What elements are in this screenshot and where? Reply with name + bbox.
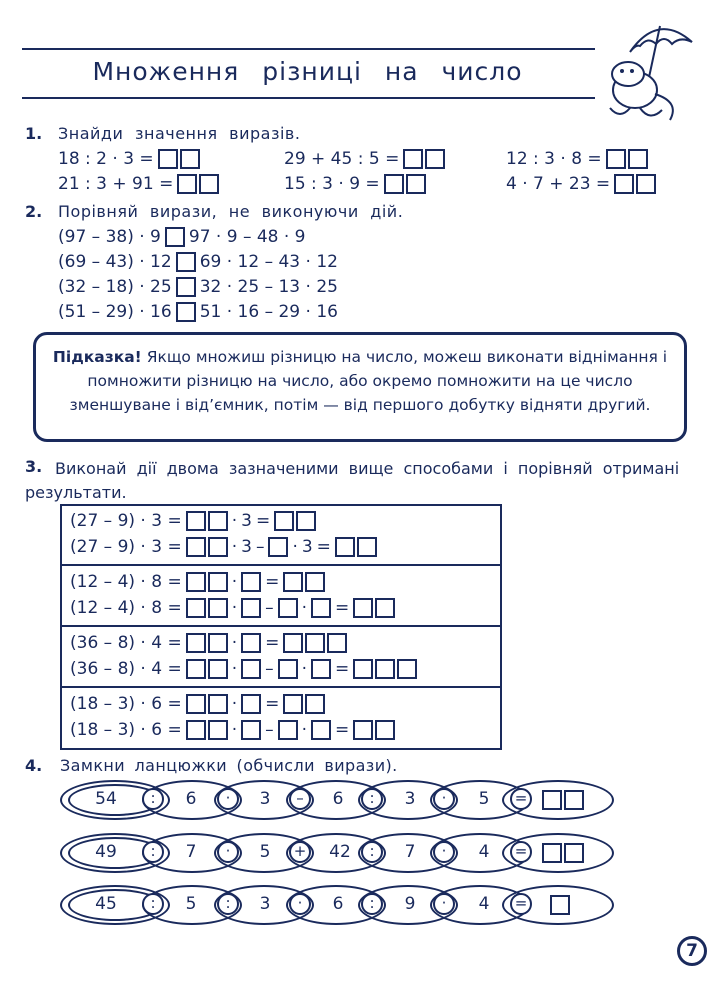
method2-row xyxy=(70,536,377,558)
answer-box[interactable] xyxy=(274,511,294,531)
chain-number: 54 xyxy=(95,789,117,809)
compare-box[interactable] xyxy=(176,252,196,272)
answer-box[interactable] xyxy=(180,149,200,169)
answer-box[interactable] xyxy=(186,720,206,740)
task3-number: 3. xyxy=(25,457,43,476)
answer-box[interactable] xyxy=(357,537,377,557)
method1-row xyxy=(70,693,325,715)
chain-number: 3 xyxy=(259,789,271,809)
answer-box[interactable] xyxy=(278,659,298,679)
answer-box[interactable] xyxy=(606,149,626,169)
table-divider xyxy=(62,564,500,566)
answer-box[interactable] xyxy=(241,633,261,653)
operator-icon: · xyxy=(217,841,239,863)
op-text: · xyxy=(301,598,308,618)
chain-number: 4 xyxy=(478,842,490,862)
chain-answer xyxy=(542,842,584,863)
method2-row xyxy=(70,719,395,741)
answer-box[interactable] xyxy=(208,572,228,592)
chain-number: 5 xyxy=(185,894,197,914)
hint-box xyxy=(33,332,687,442)
op-text: = xyxy=(255,511,271,531)
chain-answer xyxy=(550,894,570,915)
answer-box[interactable] xyxy=(425,149,445,169)
table-divider xyxy=(62,625,500,627)
operator-icon: : xyxy=(217,893,239,915)
method2-row xyxy=(70,597,395,619)
mascot-dragon-umbrella-icon xyxy=(600,12,700,130)
answer-box[interactable] xyxy=(628,149,648,169)
answer-box[interactable] xyxy=(305,694,325,714)
op-text: = xyxy=(335,598,350,618)
op-text: 3 xyxy=(241,511,252,531)
answer-box[interactable] xyxy=(353,720,373,740)
expr-text: (12 – 4) · 8 = xyxy=(70,572,182,592)
answer-box[interactable] xyxy=(186,598,206,618)
answer-box[interactable] xyxy=(353,598,373,618)
answer-box[interactable] xyxy=(186,694,206,714)
answer-box[interactable] xyxy=(186,511,206,531)
op-text: · xyxy=(231,511,238,531)
method1-row xyxy=(70,571,325,593)
operator-icon: = xyxy=(510,841,532,863)
answer-box[interactable] xyxy=(305,572,325,592)
op-text: – xyxy=(255,537,265,557)
answer-box[interactable] xyxy=(186,659,206,679)
operator-icon: : xyxy=(142,788,164,810)
op-text: · xyxy=(231,694,238,714)
expr-text: 4 · 7 + 23 = xyxy=(506,174,611,194)
operator-icon: : xyxy=(142,893,164,915)
answer-box[interactable] xyxy=(327,633,347,653)
table-divider xyxy=(62,686,500,688)
task3-instruction: Виконай дії двома зазначеними вище способами і порівняй отримані результати. xyxy=(25,459,680,502)
answer-box[interactable] xyxy=(208,511,228,531)
answer-box[interactable] xyxy=(241,659,261,679)
operator-icon: : xyxy=(361,788,383,810)
answer-box[interactable] xyxy=(311,659,331,679)
answer-box[interactable] xyxy=(241,572,261,592)
chain-number: 49 xyxy=(95,842,117,862)
task2-number: 2. xyxy=(25,202,43,221)
chain-number: 3 xyxy=(259,894,271,914)
answer-box[interactable] xyxy=(241,598,261,618)
answer-box[interactable] xyxy=(208,633,228,653)
method1-row xyxy=(70,510,316,532)
expr-text: 12 : 3 · 8 = xyxy=(506,149,602,169)
answer-box[interactable] xyxy=(296,511,316,531)
answer-box[interactable] xyxy=(403,149,423,169)
op-text: = xyxy=(265,694,280,714)
answer-box[interactable] xyxy=(283,572,303,592)
page-title: Множення різниці на число xyxy=(92,57,523,86)
answer-box[interactable] xyxy=(208,659,228,679)
op-text: = xyxy=(316,537,331,557)
page-number: 7 xyxy=(677,936,707,966)
compare-right: 97 · 9 – 48 · 9 xyxy=(188,227,306,247)
op-text: = xyxy=(265,572,280,592)
op-text: – xyxy=(265,598,274,618)
answer-box[interactable] xyxy=(283,633,303,653)
header-rule-bottom xyxy=(22,97,595,99)
answer-box[interactable] xyxy=(268,537,288,557)
op-text: · xyxy=(231,572,238,592)
task1-expr xyxy=(506,173,656,195)
operator-icon: = xyxy=(510,893,532,915)
chain-number: 6 xyxy=(332,894,344,914)
compare-left: (69 – 43) · 12 xyxy=(58,252,172,272)
op-text: 3 xyxy=(301,537,313,557)
op-text: = xyxy=(335,720,350,740)
chain-answer xyxy=(542,789,584,810)
compare-box[interactable] xyxy=(176,302,196,322)
operator-icon: : xyxy=(361,893,383,915)
compare-row xyxy=(58,301,338,323)
answer-box[interactable] xyxy=(208,694,228,714)
answer-box[interactable] xyxy=(278,598,298,618)
answer-box[interactable] xyxy=(542,790,562,810)
task4-number: 4. xyxy=(25,756,43,775)
task1-expr xyxy=(58,148,200,170)
chain-number: 3 xyxy=(404,789,416,809)
task1-expr xyxy=(284,148,445,170)
op-text: · xyxy=(231,537,238,557)
answer-box[interactable] xyxy=(311,598,331,618)
expr-text: (18 – 3) · 6 = xyxy=(70,720,182,740)
chain-number: 7 xyxy=(185,842,197,862)
operator-icon: : xyxy=(142,841,164,863)
answer-box[interactable] xyxy=(636,174,656,194)
op-text: – xyxy=(265,720,274,740)
answer-box[interactable] xyxy=(397,659,417,679)
chain-number: 5 xyxy=(259,842,271,862)
compare-box[interactable] xyxy=(176,277,196,297)
answer-box[interactable] xyxy=(564,790,584,810)
compare-left: (97 – 38) · 9 xyxy=(58,227,161,247)
expr-text: (12 – 4) · 8 = xyxy=(70,598,182,618)
op-text: 3 xyxy=(241,537,252,557)
operator-icon: : xyxy=(361,841,383,863)
answer-box[interactable] xyxy=(199,174,219,194)
operator-icon: · xyxy=(433,841,455,863)
expr-text: 15 : 3 · 9 = xyxy=(284,174,380,194)
chain-number: 6 xyxy=(185,789,197,809)
expr-text: 29 + 45 : 5 = xyxy=(284,149,400,169)
hint-text: Якщо множиш різницю на число, можеш виконати віднімання і помножити різницю на число, або окремо помножити на це число зменшуване і від’ємник, потім — від першого добутку відняти другий. xyxy=(69,348,668,414)
op-text: – xyxy=(265,659,274,679)
answer-box[interactable] xyxy=(177,174,197,194)
answer-box[interactable] xyxy=(305,633,325,653)
answer-box[interactable] xyxy=(241,694,261,714)
answer-box[interactable] xyxy=(158,149,178,169)
answer-box[interactable] xyxy=(186,633,206,653)
compare-right: 32 · 25 – 13 · 25 xyxy=(199,277,338,297)
task1-expr xyxy=(284,173,426,195)
task1-expr xyxy=(58,173,219,195)
chain-number: 7 xyxy=(404,842,416,862)
compare-box[interactable] xyxy=(165,227,185,247)
answer-box[interactable] xyxy=(542,843,562,863)
task4-instruction: Замкни ланцюжки (обчисли вирази). xyxy=(60,756,398,775)
answer-box[interactable] xyxy=(208,720,228,740)
answer-box[interactable] xyxy=(186,537,206,557)
operator-icon: · xyxy=(433,788,455,810)
expr-text: (27 – 9) · 3 = xyxy=(70,511,182,531)
answer-box[interactable] xyxy=(406,174,426,194)
op-text: = xyxy=(335,659,350,679)
compare-left: (32 – 18) · 25 xyxy=(58,277,172,297)
answer-box[interactable] xyxy=(384,174,404,194)
operator-icon: + xyxy=(289,841,311,863)
operator-icon: = xyxy=(510,788,532,810)
op-text: · xyxy=(301,659,308,679)
chain-number: 45 xyxy=(95,894,117,914)
answer-box[interactable] xyxy=(278,720,298,740)
expr-text: 18 : 2 · 3 = xyxy=(58,149,154,169)
compare-right: 69 · 12 – 43 · 12 xyxy=(199,252,338,272)
method1-row xyxy=(70,632,347,654)
chain-3 xyxy=(58,881,618,929)
answer-box[interactable] xyxy=(353,659,373,679)
op-text: · xyxy=(231,633,238,653)
operator-icon: · xyxy=(433,893,455,915)
task1-instruction: Знайди значення виразів. xyxy=(58,124,301,143)
answer-box[interactable] xyxy=(375,720,395,740)
op-text: · xyxy=(231,720,238,740)
expr-text: (36 – 8) · 4 = xyxy=(70,659,182,679)
header-rule-top xyxy=(22,48,595,50)
op-text: · xyxy=(231,659,238,679)
answer-box[interactable] xyxy=(550,895,570,915)
answer-box[interactable] xyxy=(208,537,228,557)
expr-text: 21 : 3 + 91 = xyxy=(58,174,174,194)
operator-icon: · xyxy=(289,893,311,915)
answer-box[interactable] xyxy=(375,659,395,679)
chain-number: 6 xyxy=(332,789,344,809)
chain-1 xyxy=(58,776,618,824)
task2-instruction: Порівняй вирази, не виконуючи дій. xyxy=(58,202,404,221)
answer-box[interactable] xyxy=(208,598,228,618)
answer-box[interactable] xyxy=(335,537,355,557)
hint-label: Підказка! xyxy=(52,348,142,366)
chain-number: 42 xyxy=(329,842,351,862)
method2-row xyxy=(70,658,417,680)
chain-number: 9 xyxy=(404,894,416,914)
op-text: · xyxy=(292,537,298,557)
chain-number: 4 xyxy=(478,894,490,914)
compare-row xyxy=(58,251,338,273)
answer-box[interactable] xyxy=(614,174,634,194)
operator-icon: – xyxy=(289,788,311,810)
task1-expr xyxy=(506,148,648,170)
compare-left: (51 – 29) · 16 xyxy=(58,302,172,322)
task1-number: 1. xyxy=(25,124,43,143)
op-text: = xyxy=(265,633,280,653)
chain-2 xyxy=(58,829,618,877)
op-text: · xyxy=(301,720,308,740)
op-text: · xyxy=(231,598,238,618)
answer-box[interactable] xyxy=(564,843,584,863)
answer-box[interactable] xyxy=(283,694,303,714)
answer-box[interactable] xyxy=(241,720,261,740)
compare-row xyxy=(58,226,306,248)
answer-box[interactable] xyxy=(311,720,331,740)
chain-number: 5 xyxy=(478,789,490,809)
expr-text: (36 – 8) · 4 = xyxy=(70,633,182,653)
expr-text: (18 – 3) · 6 = xyxy=(70,694,182,714)
answer-box[interactable] xyxy=(186,572,206,592)
operator-icon: · xyxy=(217,788,239,810)
answer-box[interactable] xyxy=(375,598,395,618)
expr-text: (27 – 9) · 3 = xyxy=(70,537,182,557)
compare-row xyxy=(58,276,338,298)
compare-right: 51 · 16 – 29 · 16 xyxy=(199,302,338,322)
